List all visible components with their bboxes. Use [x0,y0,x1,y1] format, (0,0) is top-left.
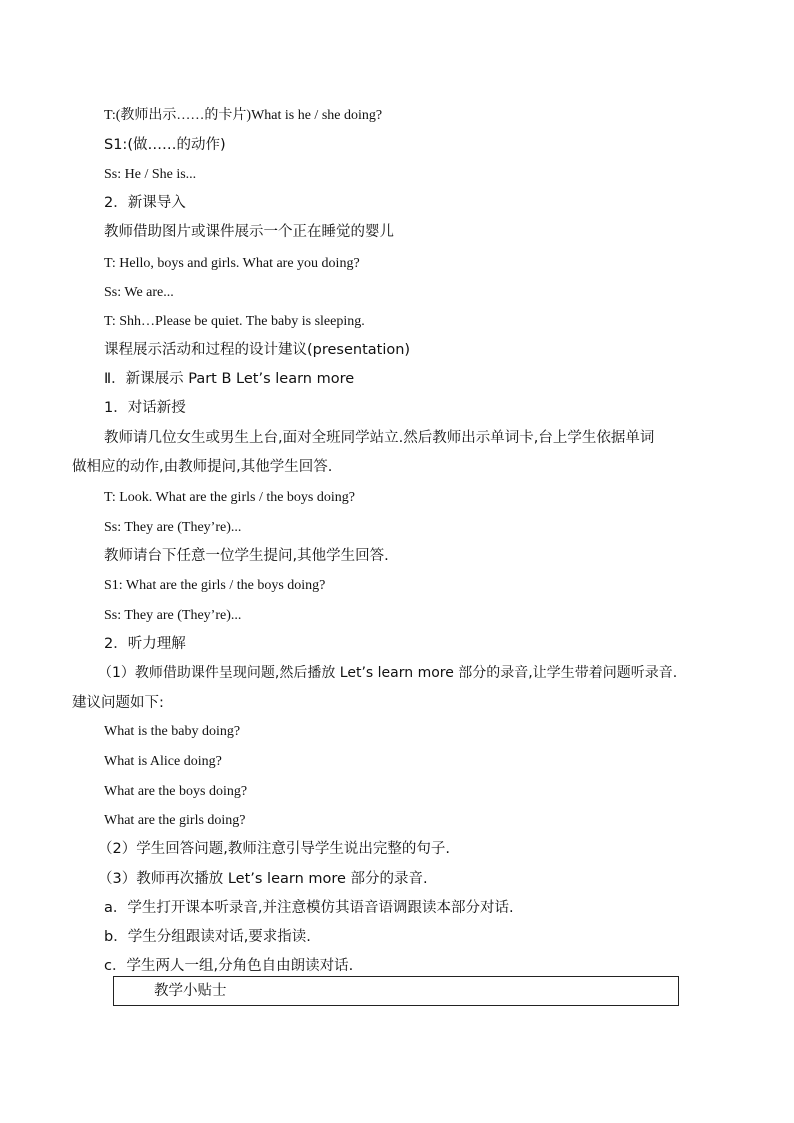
text-line: T: Look. What are the girls / the boys doing? [104,490,355,505]
text-line: S1:(做……的动作) [104,137,226,153]
text-line: T: Hello, boys and girls. What are you doing? [104,256,360,271]
text-line: （2）学生回答问题,教师注意引导学生说出完整的句子. [98,841,450,857]
text-line: （3）教师再次播放 Let’s learn more 部分的录音. [98,871,428,887]
text-line: 做相应的动作,由教师提问,其他学生回答. [72,459,333,475]
text-line: 教师借助图片或课件展示一个正在睡觉的婴儿 [104,224,394,240]
teaching-tip-box [113,976,679,1006]
text-line: T: Shh…Please be quiet. The baby is sleeping. [104,314,365,329]
text-line: S1: What are the girls / the boys doing? [104,578,326,593]
text-line: What is Alice doing? [104,754,222,769]
text-line: Ss: He / She is... [104,167,197,182]
text-line: T:(教师出示……的卡片)What is he / she doing? [104,108,383,123]
text-line: What is the baby doing? [104,724,241,739]
text-line: What are the girls doing? [104,813,246,828]
text-line: Ss: We are... [104,285,174,300]
text-line: What are the boys doing? [104,784,248,799]
section-heading: 2．新课导入 [104,195,186,211]
text-line: 建议问题如下: [72,695,164,711]
text-line: Ss: They are (They’re)... [104,520,242,535]
text-line: c．学生两人一组,分角色自由朗读对话. [104,958,354,974]
text-line: 教师请几位女生或男生上台,面对全班同学站立.然后教师出示单词卡,台上学生依据单词 [104,430,655,446]
text-line: b．学生分组跟读对话,要求指读. [104,929,311,945]
section-heading: 2．听力理解 [104,636,186,652]
text-line: （1）教师借助课件呈现问题,然后播放 Let’s learn more 部分的录音,让学生带着问题听录音. [98,665,678,681]
section-heading: Ⅱ．新课展示 Part B Let’s learn more [104,371,355,387]
text-line: Ss: They are (They’re)... [104,608,242,623]
section-heading: 1．对话新授 [104,400,186,416]
text-line: a．学生打开课本听录音,并注意模仿其语音语调跟读本部分对话. [104,900,514,916]
text-line: 教师请台下任意一位学生提问,其他学生回答. [104,548,389,564]
teaching-tip-label: 教学小贴士 [154,983,227,999]
text-line: 课程展示活动和过程的设计建议(presentation) [104,342,411,358]
